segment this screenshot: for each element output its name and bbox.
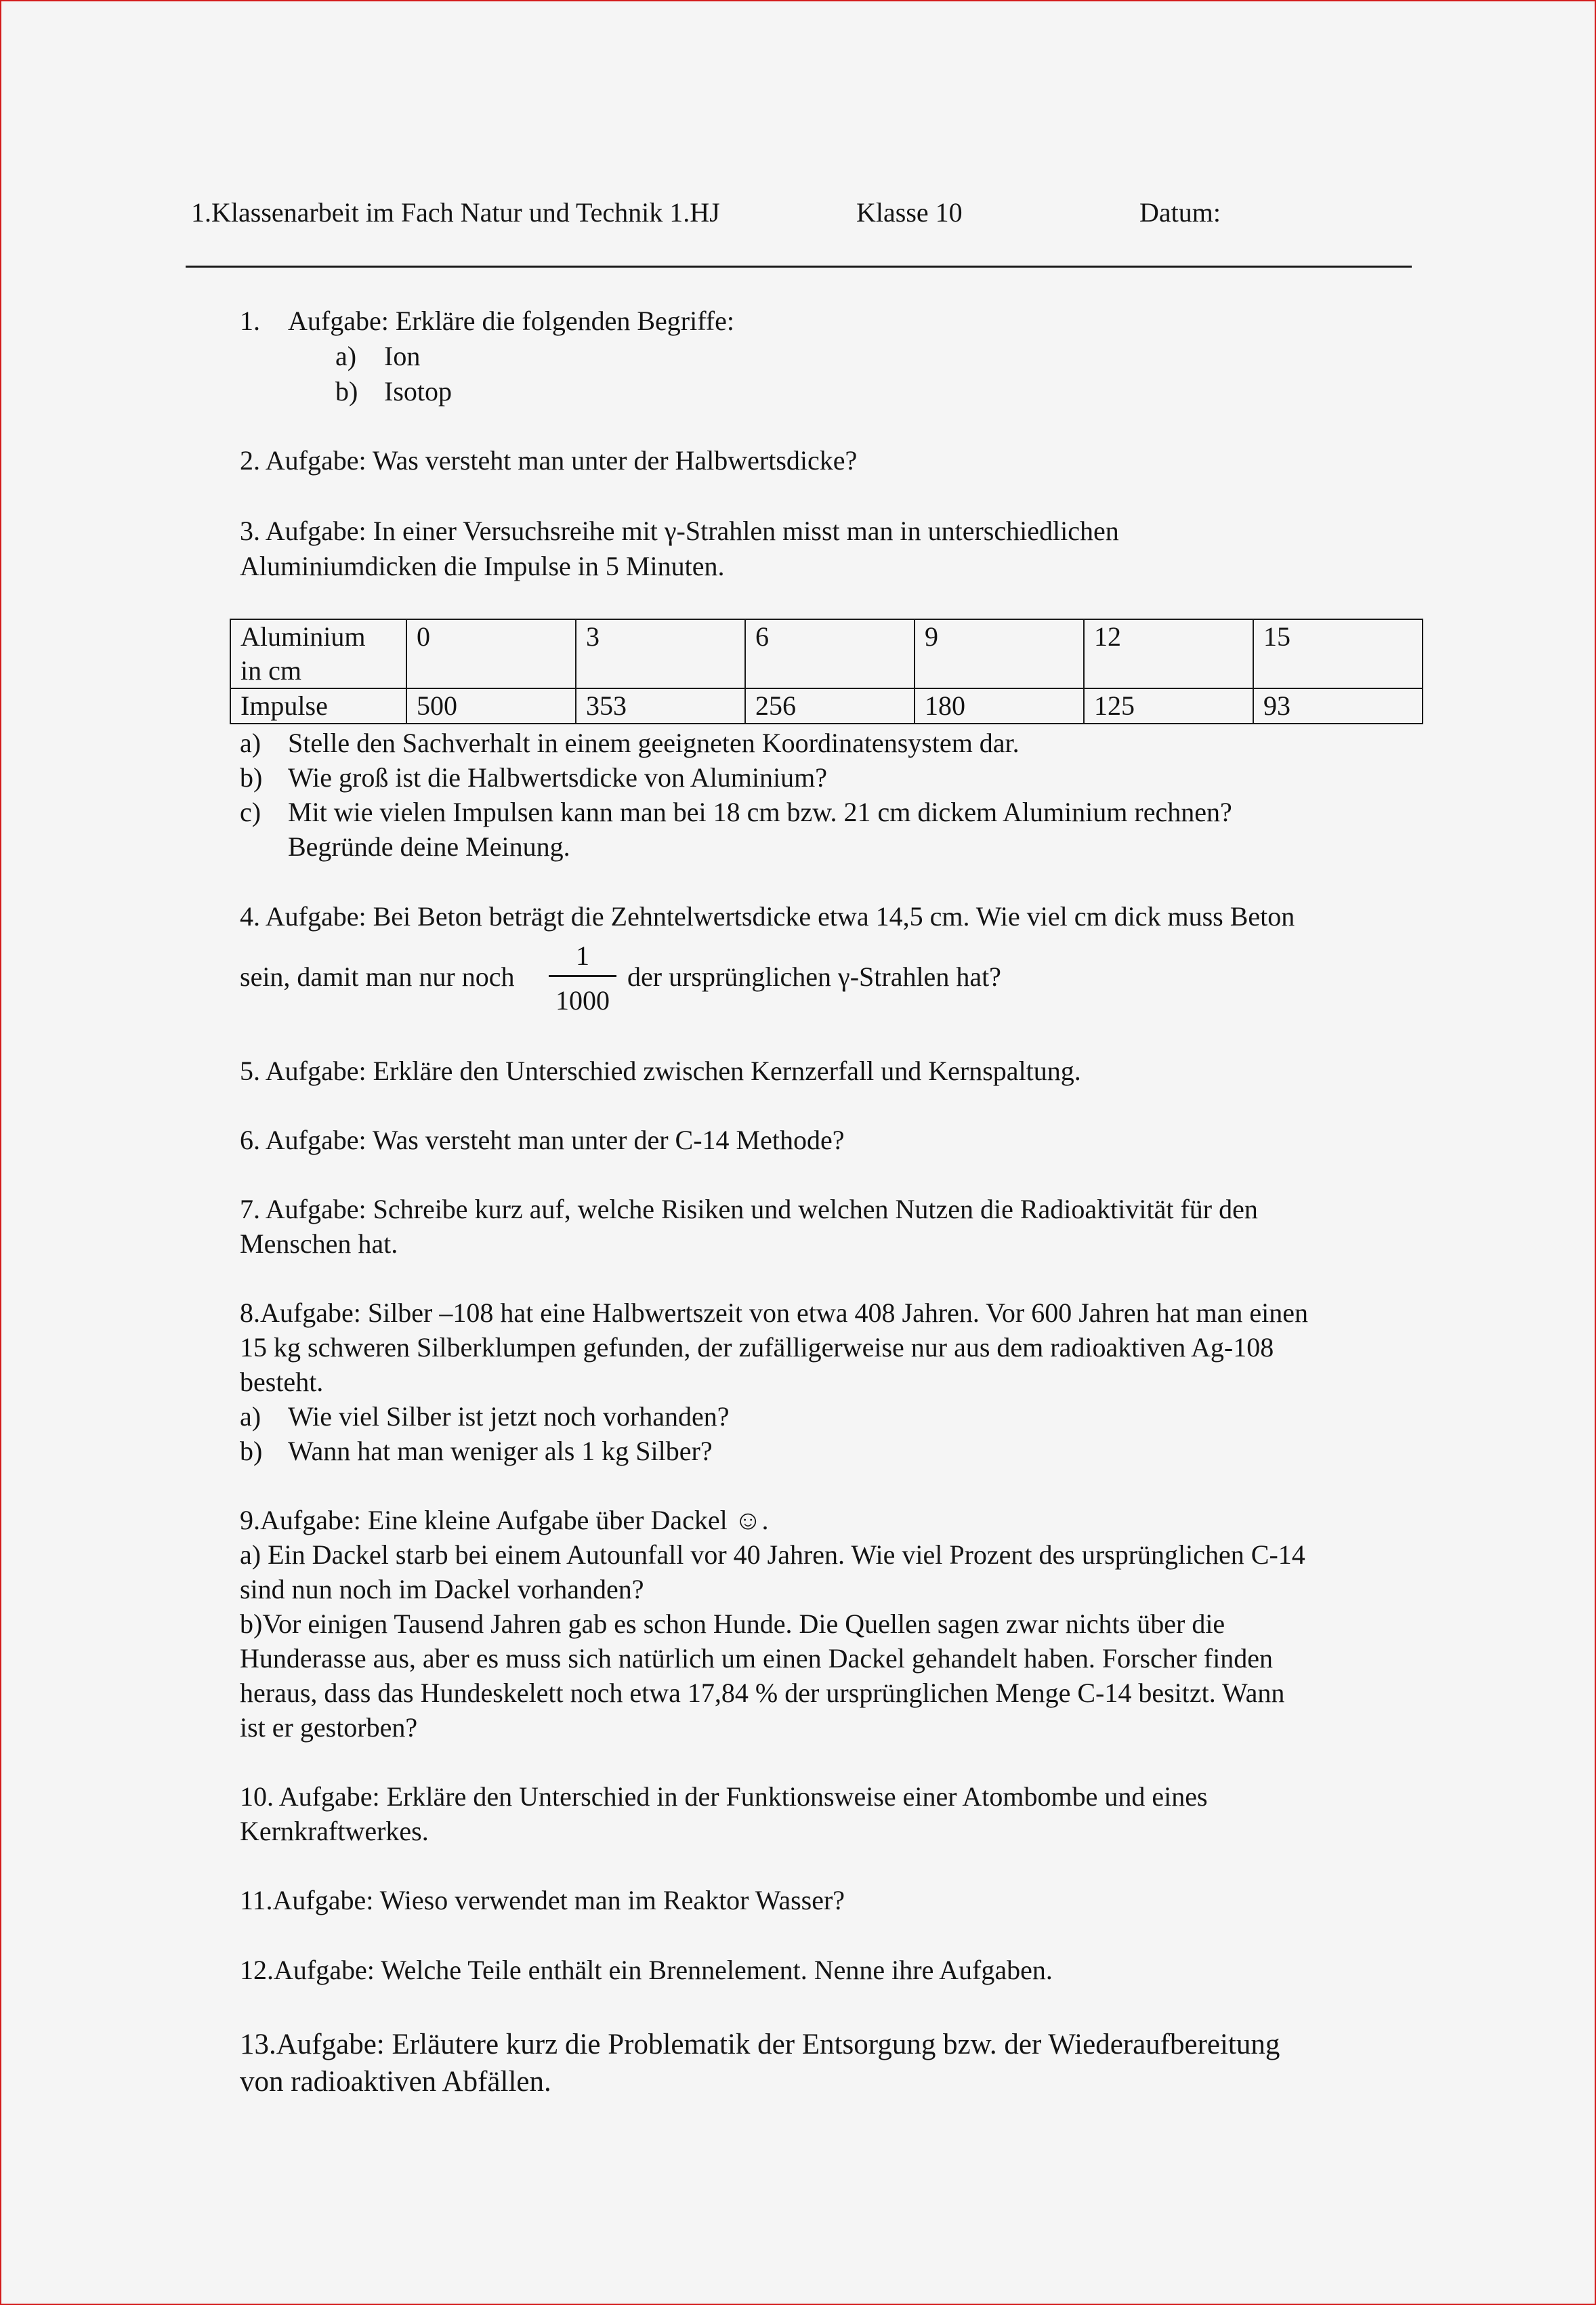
task4-line2-before: sein, damit man nur noch (240, 961, 515, 992)
class-label: Klasse 10 (856, 197, 963, 228)
task8-b-marker: b) (240, 1436, 263, 1466)
task10-line1: 10. Aufgabe: Erkläre den Unterschied in der Funktionsweise einer Atombombe und eines (240, 1781, 1208, 1812)
task3-line1: 3. Aufgabe: In einer Versuchsreihe mit γ-Strahlen misst man in unterschiedlichen (240, 516, 1119, 546)
task1-number: 1. (240, 306, 260, 336)
table-cell: 15 (1253, 619, 1423, 688)
table-row-label-line2: in cm (240, 655, 301, 686)
exam-title: 1.Klassenarbeit im Fach Natur und Technik 1.HJ (191, 197, 720, 228)
task1-text: Aufgabe: Erkläre die folgenden Begriffe: (288, 306, 734, 336)
header-divider (186, 266, 1412, 268)
table-cell: 353 (576, 688, 745, 724)
task9-line7: ist er gestorben? (240, 1712, 418, 1743)
table-cell: 0 (406, 619, 576, 688)
task8-line2: 15 kg schweren Silberklumpen gefunden, der zufälligerweise nur aus dem radioaktiven Ag-108 (240, 1332, 1274, 1363)
table-cell: 256 (745, 688, 915, 724)
task3-b-text: Wie groß ist die Halbwertsdicke von Aluminium? (288, 762, 828, 793)
table-row-aluminium (230, 619, 1423, 688)
task9-line3: sind nun noch im Dackel vorhanden? (240, 1574, 644, 1604)
table-cell: 12 (1084, 619, 1253, 688)
task8-line3: besteht. (240, 1367, 324, 1397)
fraction-numerator: 1 (576, 940, 589, 971)
aluminium-impulse-table (230, 619, 1423, 724)
task5-text: 5. Aufgabe: Erkläre den Unterschied zwischen Kernzerfall und Kernspaltung. (240, 1056, 1081, 1086)
task9-line1: 9.Aufgabe: Eine kleine Aufgabe über Dackel ☺. (240, 1505, 769, 1535)
table-cell: 125 (1084, 688, 1253, 724)
fraction-denominator: 1000 (555, 985, 610, 1016)
table-cell: 93 (1253, 688, 1423, 724)
task3-c-text2: Begründe deine Meinung. (288, 831, 570, 862)
task9-line6: heraus, dass das Hundeskelett noch etwa 17,84 % der ursprünglichen Menge C-14 besitzt. Wann (240, 1678, 1285, 1708)
task13-line1: 13.Aufgabe: Erläutere kurz die Problematik der Entsorgung bzw. der Wiederaufbereitung (240, 2029, 1280, 2060)
table-row-label: Impulse (230, 688, 406, 724)
task1-a-marker: a) (335, 341, 357, 371)
task13-line2: von radioaktiven Abfällen. (240, 2066, 551, 2098)
task3-b-marker: b) (240, 762, 263, 793)
table-cell: 180 (915, 688, 1084, 724)
table-row-impulse (230, 688, 1423, 724)
table-cell: 6 (745, 619, 915, 688)
task3-c-text: Mit wie vielen Impulsen kann man bei 18 cm bzw. 21 cm dickem Aluminium rechnen? (288, 797, 1232, 827)
task1-b-marker: b) (335, 376, 358, 407)
task8-line1: 8.Aufgabe: Silber –108 hat eine Halbwertszeit von etwa 408 Jahren. Vor 600 Jahren hat man einen (240, 1297, 1308, 1328)
task8-b-text: Wann hat man weniger als 1 kg Silber? (288, 1436, 713, 1466)
task3-a-marker: a) (240, 728, 261, 758)
task8-a-marker: a) (240, 1401, 261, 1432)
task4-line2-after: der ursprünglichen γ-Strahlen hat? (627, 961, 1001, 992)
task6-text: 6. Aufgabe: Was versteht man unter der C-14 Methode? (240, 1125, 845, 1155)
task12-text: 12.Aufgabe: Welche Teile enthält ein Brennelement. Nenne ihre Aufgaben. (240, 1955, 1053, 1985)
task3-a-text: Stelle den Sachverhalt in einem geeigneten Koordinatensystem dar. (288, 728, 1020, 758)
fraction-bar (549, 975, 616, 977)
table-cell: 500 (406, 688, 576, 724)
table-cell: 3 (576, 619, 745, 688)
task7-line2: Menschen hat. (240, 1228, 398, 1259)
task9-line4: b)Vor einigen Tausend Jahren gab es schon Hunde. Die Quellen sagen zwar nichts über die (240, 1608, 1225, 1639)
task10-line2: Kernkraftwerkes. (240, 1816, 429, 1846)
task11-text: 11.Aufgabe: Wieso verwendet man im Reaktor Wasser? (240, 1885, 845, 1915)
task1-a-text: Ion (384, 341, 421, 371)
task2-text: 2. Aufgabe: Was versteht man unter der Halbwertsdicke? (240, 445, 858, 476)
task8-a-text: Wie viel Silber ist jetzt noch vorhanden? (288, 1401, 730, 1432)
table-cell: 9 (915, 619, 1084, 688)
table-row-label-line1: Aluminium (240, 621, 366, 652)
task4-line1: 4. Aufgabe: Bei Beton beträgt die Zehntelwertsdicke etwa 14,5 cm. Wie viel cm dick muss Beton (240, 901, 1295, 932)
task1-b-text: Isotop (384, 376, 452, 407)
date-label: Datum: (1139, 197, 1221, 228)
task3-line2: Aluminiumdicken die Impulse in 5 Minuten. (240, 551, 725, 581)
task3-c-marker: c) (240, 797, 261, 827)
table-row-label (230, 619, 406, 688)
task9-line2: a) Ein Dackel starb bei einem Autounfall vor 40 Jahren. Wie viel Prozent des ursprünglichen C-14 (240, 1539, 1305, 1570)
task7-line1: 7. Aufgabe: Schreibe kurz auf, welche Risiken und welchen Nutzen die Radioaktivität für den (240, 1194, 1258, 1224)
task9-line5: Hunderasse aus, aber es muss sich natürlich um einen Dackel gehandelt haben. Forscher finden (240, 1643, 1274, 1674)
